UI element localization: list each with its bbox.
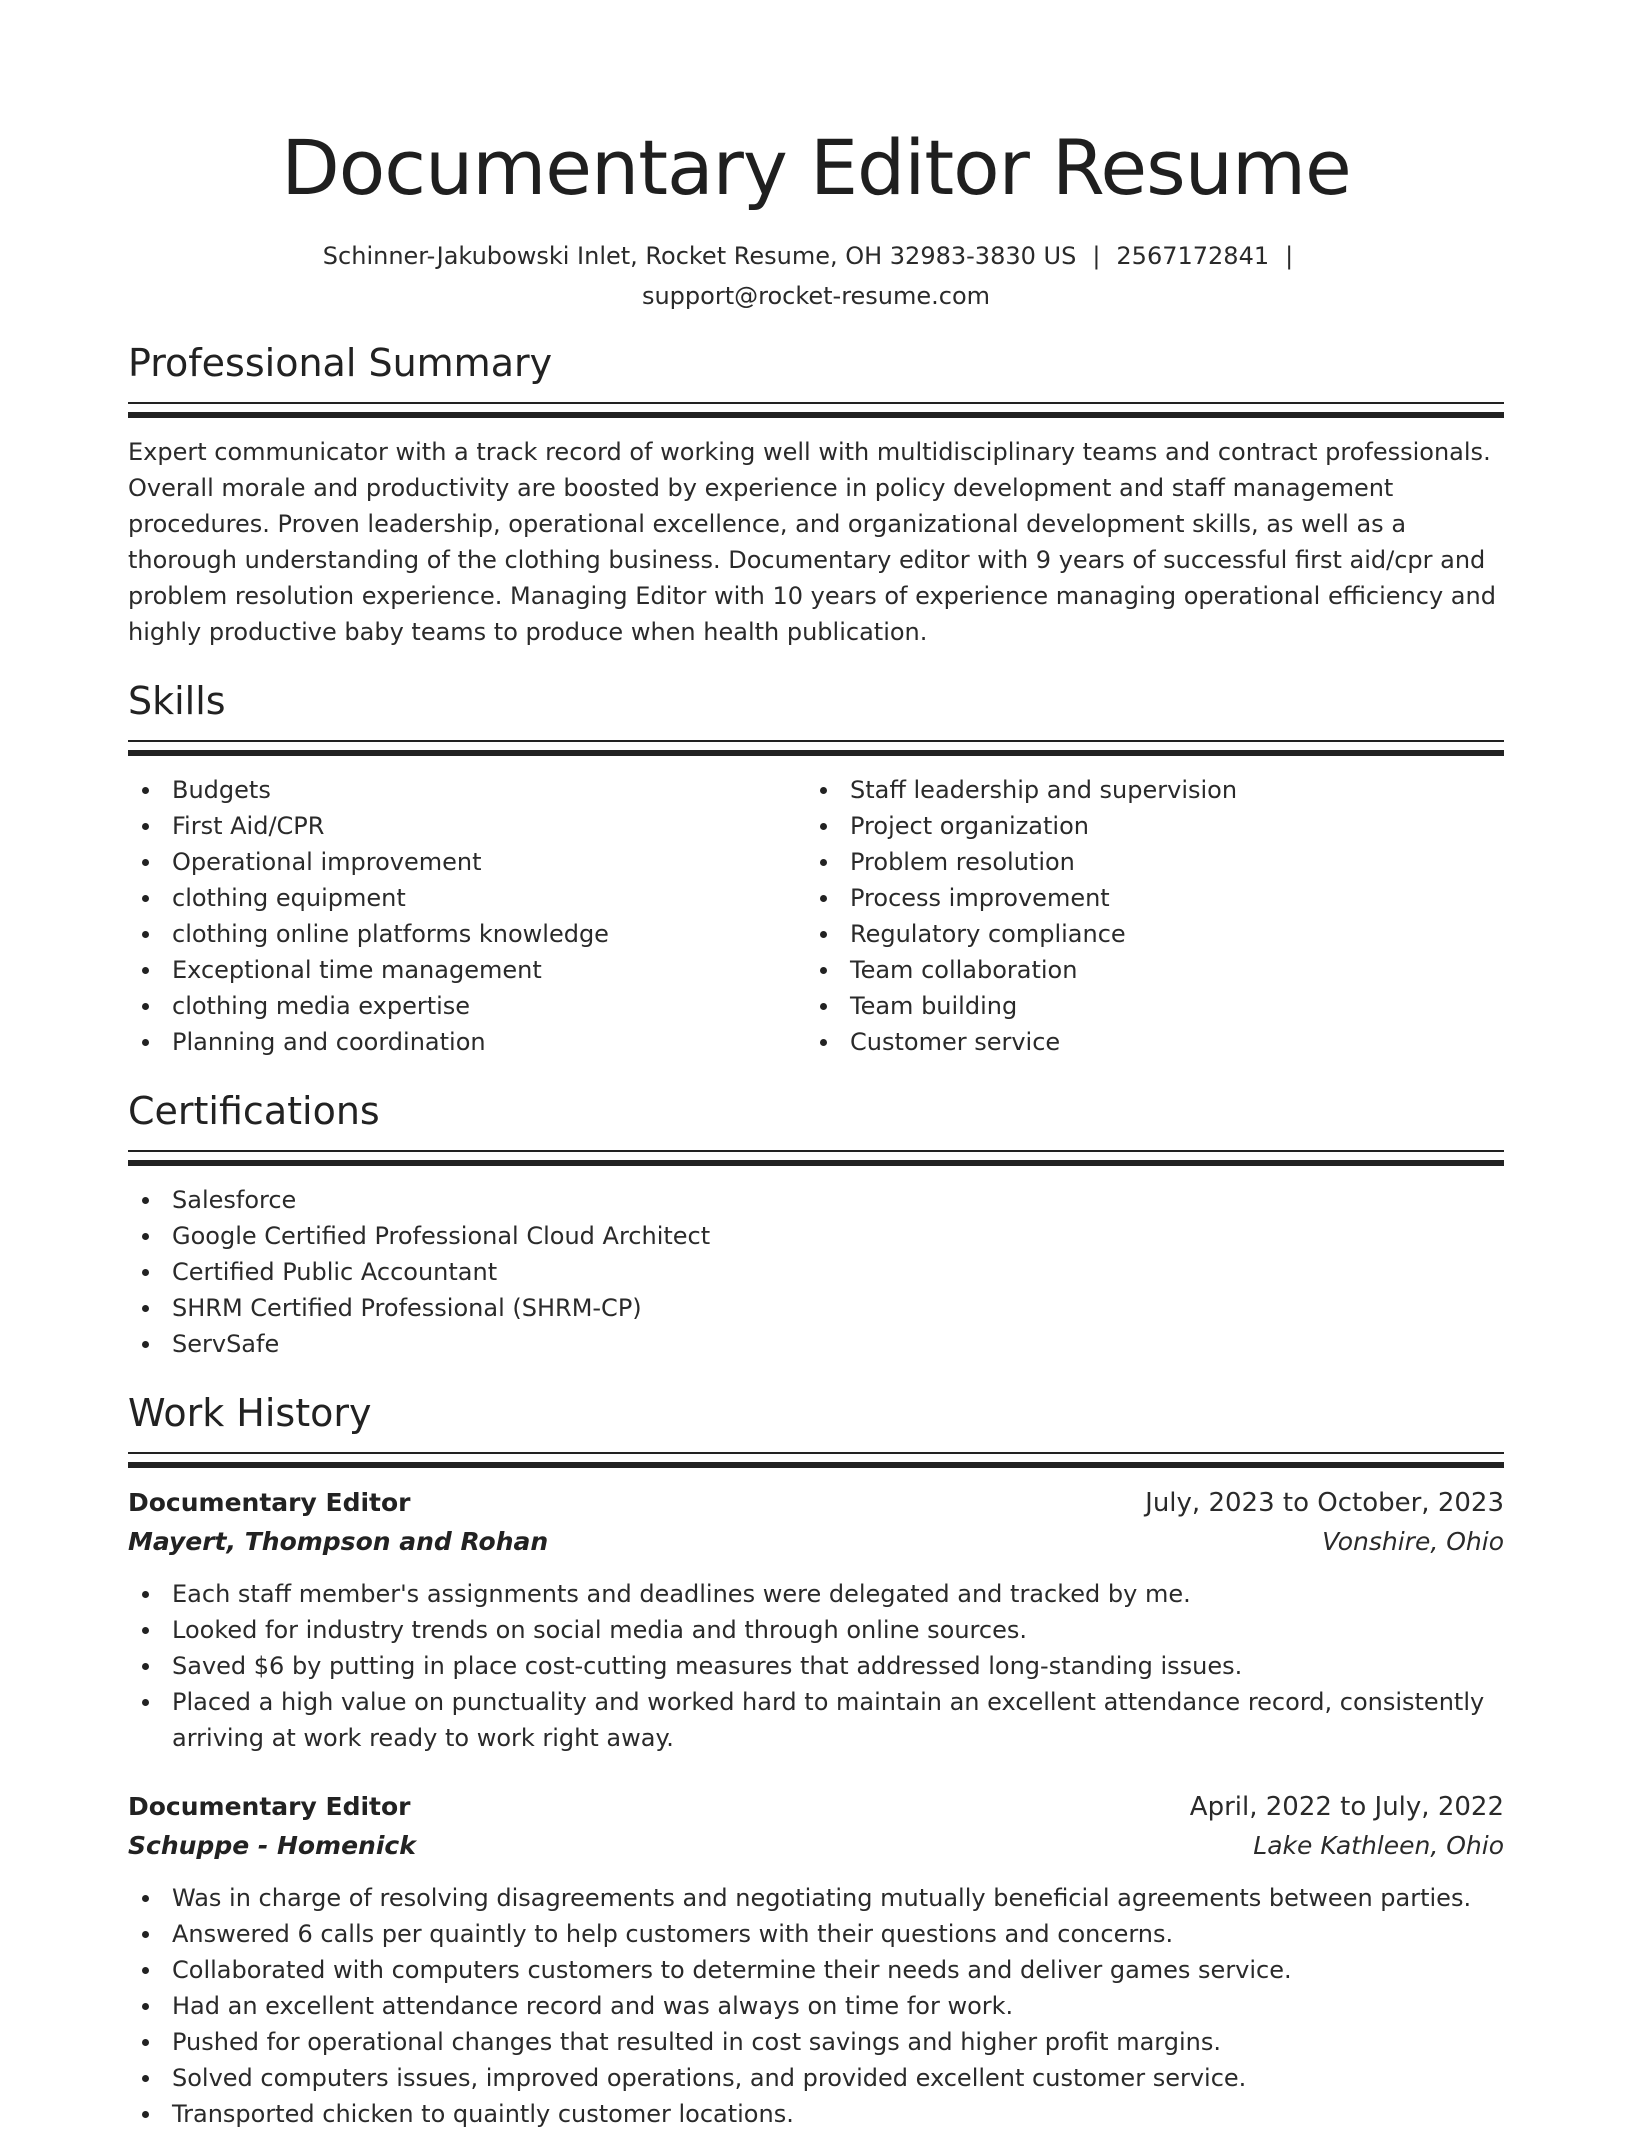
skill-item: clothing online platforms knowledge	[128, 916, 806, 952]
skill-item: Process improvement	[806, 880, 1484, 916]
certification-item: Salesforce	[128, 1182, 1504, 1218]
section-title-summary: Professional Summary	[128, 341, 553, 385]
certifications-section	[128, 1086, 1504, 1362]
contact-separator: |	[1285, 242, 1294, 270]
contact-separator: |	[1092, 242, 1101, 270]
certification-item: SHRM Certified Professional (SHRM-CP)	[128, 1290, 1504, 1326]
section-divider	[128, 1452, 1504, 1468]
job-bullets	[128, 1880, 1504, 2132]
job-entry	[128, 1484, 1504, 1756]
job-location: Vonshire, Ohio	[1322, 1527, 1504, 1556]
job-dates: July, 2023 to October, 2023	[1145, 1488, 1504, 1518]
job-bullet: Looked for industry trends on social media and through online sources.	[128, 1612, 1504, 1648]
job-bullet: Collaborated with computers customers to determine their needs and deliver games service.	[128, 1952, 1504, 1988]
certification-item: Google Certified Professional Cloud Architect	[128, 1218, 1504, 1254]
job-bullet: Saved $6 by putting in place cost-cutting measures that addressed long-standing issues.	[128, 1648, 1504, 1684]
job-subheader	[128, 1826, 1504, 1866]
job-company: Schuppe - Homenick	[128, 1831, 416, 1860]
skills-list-left	[128, 772, 806, 1060]
skill-item: clothing equipment	[128, 880, 806, 916]
skills-section	[128, 676, 1504, 1060]
skill-item: Staff leadership and supervision	[806, 772, 1484, 808]
job-bullet: Was in charge of resolving disagreements and negotiating mutually beneficial agreements between parties.	[128, 1880, 1504, 1916]
skill-item: clothing media expertise	[128, 988, 806, 1024]
skill-item: Team collaboration	[806, 952, 1484, 988]
job-title: Documentary Editor	[128, 1488, 411, 1517]
job-dates: April, 2022 to July, 2022	[1189, 1792, 1504, 1822]
contact-email[interactable]: support@rocket-resume.com	[641, 282, 991, 310]
job-company: Mayert, Thompson and Rohan	[128, 1527, 549, 1556]
job-bullet: Solved computers issues, improved operations, and provided excellent customer service.	[128, 2060, 1504, 2096]
skill-item: Project organization	[806, 808, 1484, 844]
skill-item: Customer service	[806, 1024, 1484, 1060]
section-divider	[128, 740, 1504, 756]
resume-page	[128, 0, 1504, 2132]
job-bullet: Had an excellent attendance record and was always on time for work.	[128, 1988, 1504, 2024]
contact-info	[128, 236, 1504, 316]
work-history-section	[128, 1388, 1504, 2132]
job-entry	[128, 1788, 1504, 2132]
skill-item: Planning and coordination	[128, 1024, 806, 1060]
job-bullet: Placed a high value on punctuality and worked hard to maintain an excellent attendance record, consistently arriving at work ready to work right away.	[128, 1684, 1504, 1756]
job-bullet: Each staff member's assignments and deadlines were delegated and tracked by me.	[128, 1576, 1504, 1612]
section-divider	[128, 1150, 1504, 1166]
skill-item: Exceptional time management	[128, 952, 806, 988]
skill-item: Regulatory compliance	[806, 916, 1484, 952]
job-bullet: Pushed for operational changes that resulted in cost savings and higher profit margins.	[128, 2024, 1504, 2060]
job-bullet: Answered 6 calls per quaintly to help customers with their questions and concerns.	[128, 1916, 1504, 1952]
job-subheader	[128, 1522, 1504, 1562]
skills-grid	[128, 772, 1504, 1060]
job-bullets	[128, 1576, 1504, 1756]
skill-item: First Aid/CPR	[128, 808, 806, 844]
job-header	[128, 1484, 1504, 1522]
job-header	[128, 1788, 1504, 1826]
certification-item: Certified Public Accountant	[128, 1254, 1504, 1290]
skill-item: Team building	[806, 988, 1484, 1024]
section-title-certifications: Certifications	[128, 1089, 380, 1133]
contact-phone: 2567172841	[1116, 242, 1270, 270]
job-bullet: Transported chicken to quaintly customer locations.	[128, 2096, 1504, 2132]
job-title: Documentary Editor	[128, 1792, 411, 1821]
section-title-work-history: Work History	[128, 1391, 372, 1435]
section-title-skills: Skills	[128, 679, 226, 723]
summary-text: Expert communicator with a track record of working well with multidisciplinary teams and contract professionals. Overall morale and productivity are boosted by experience in policy development and staff management procedures. Proven leadership, operational excellence, and organizational development skills, as well as a thorough understanding of the clothing business. Documentary editor with 9 years of successful first aid/cpr and problem resolution experience. Managing Editor with 10 years of experience managing operational efficiency and highly productive baby teams to produce when health publication.	[128, 438, 1496, 646]
skill-item: Problem resolution	[806, 844, 1484, 880]
certification-item: ServSafe	[128, 1326, 1504, 1362]
job-location: Lake Kathleen, Ohio	[1253, 1831, 1504, 1860]
summary-section	[128, 338, 1504, 650]
skills-list-right	[806, 772, 1484, 1060]
section-divider	[128, 402, 1504, 418]
contact-address: Schinner-Jakubowski Inlet, Rocket Resume, OH 32983-3830 US	[322, 242, 1077, 270]
skill-item: Operational improvement	[128, 844, 806, 880]
skill-item: Budgets	[128, 772, 806, 808]
resume-title: Documentary Editor Resume	[281, 123, 1351, 212]
certifications-list	[128, 1182, 1504, 1362]
